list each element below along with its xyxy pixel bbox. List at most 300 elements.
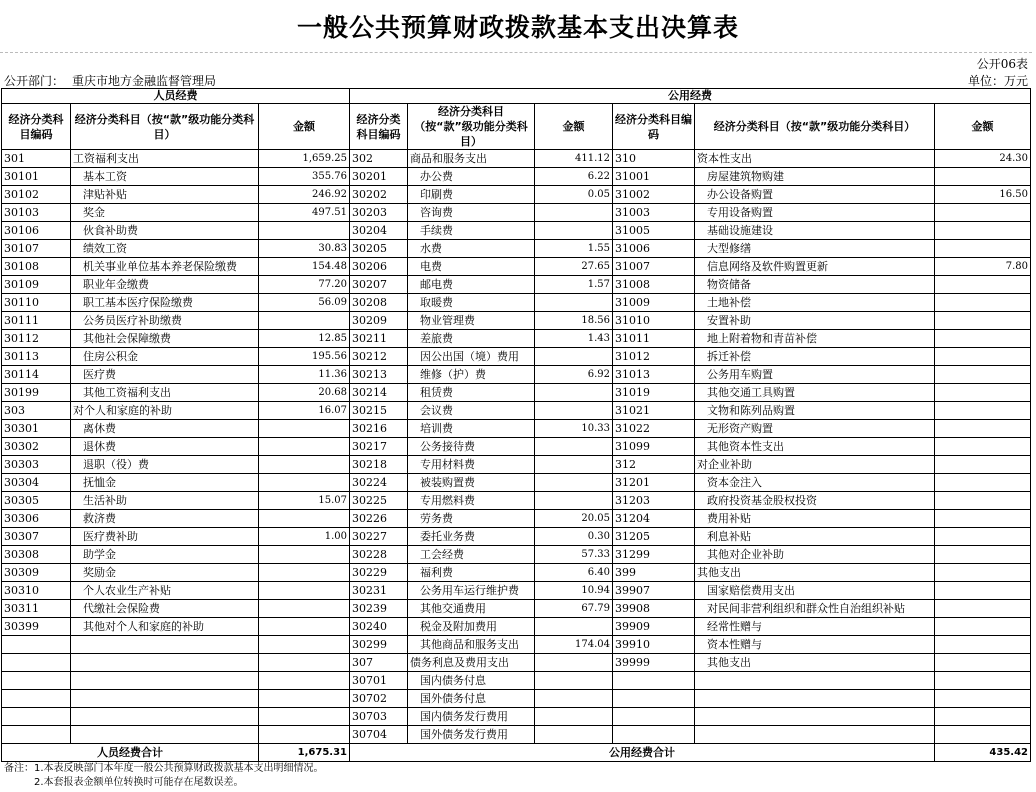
item-name-cell: 其他社会保障缴费 xyxy=(71,330,259,348)
amount-cell xyxy=(259,222,350,240)
item-name-cell: 退职（役）费 xyxy=(71,456,259,474)
table-row xyxy=(2,330,1031,348)
item-name-cell: 津贴补贴 xyxy=(71,186,259,204)
item-name-cell: 对个人和家庭的补助 xyxy=(71,402,259,420)
item-name-cell: 其他工资福利支出 xyxy=(71,384,259,402)
code-cell: 39909 xyxy=(613,618,695,636)
item-name-cell: 邮电费 xyxy=(408,276,535,294)
table-row xyxy=(2,402,1031,420)
table-row xyxy=(2,654,1031,672)
amount-cell: 1.43 xyxy=(535,330,613,348)
item-name-cell: 商品和服务支出 xyxy=(408,150,535,168)
code-cell: 30103 xyxy=(2,204,71,222)
table-row xyxy=(2,186,1031,204)
code-cell: 30213 xyxy=(350,366,408,384)
col-code-header: 经济分类科目编码 xyxy=(350,104,408,150)
amount-cell xyxy=(935,276,1031,294)
public-total-amount: 435.42 xyxy=(935,744,1031,762)
item-name-cell: 资本金注入 xyxy=(695,474,935,492)
code-cell: 31005 xyxy=(613,222,695,240)
item-name-cell: 住房公积金 xyxy=(71,348,259,366)
amount-cell: 24.30 xyxy=(935,150,1031,168)
item-name-cell: 国内债务发行费用 xyxy=(408,708,535,726)
code-cell: 39999 xyxy=(613,654,695,672)
item-name-cell: 专用燃料费 xyxy=(408,492,535,510)
code-cell: 30704 xyxy=(350,726,408,744)
table-row xyxy=(2,348,1031,366)
amount-cell: 6.40 xyxy=(535,564,613,582)
col-amount-header: 金额 xyxy=(535,104,613,150)
amount-cell xyxy=(935,708,1031,726)
amount-cell xyxy=(935,618,1031,636)
amount-cell xyxy=(259,474,350,492)
amount-cell xyxy=(935,600,1031,618)
amount-cell xyxy=(259,582,350,600)
amount-cell xyxy=(259,672,350,690)
amount-cell xyxy=(535,294,613,312)
personnel-total-label: 人员经费合计 xyxy=(2,744,259,762)
table-row xyxy=(2,420,1031,438)
code-cell: 31007 xyxy=(613,258,695,276)
item-name-cell: 对民间非营利组织和群众性自治组织补贴 xyxy=(695,600,935,618)
code-cell: 30216 xyxy=(350,420,408,438)
code-cell: 310 xyxy=(613,150,695,168)
code-cell: 31008 xyxy=(613,276,695,294)
item-name-cell: 水费 xyxy=(408,240,535,258)
code-cell: 31010 xyxy=(613,312,695,330)
table-row xyxy=(2,456,1031,474)
item-name-cell: 其他支出 xyxy=(695,564,935,582)
code-cell: 30229 xyxy=(350,564,408,582)
table-row xyxy=(2,672,1031,690)
code-cell: 30114 xyxy=(2,366,71,384)
code-cell: 30302 xyxy=(2,438,71,456)
unit-label: 单位：万元 xyxy=(967,74,1028,88)
code-cell xyxy=(613,672,695,690)
code-cell: 30239 xyxy=(350,600,408,618)
item-name-cell xyxy=(71,636,259,654)
amount-cell xyxy=(935,636,1031,654)
amount-cell: 16.50 xyxy=(935,186,1031,204)
table-row xyxy=(2,474,1031,492)
table-row xyxy=(2,240,1031,258)
item-name-cell: 救济费 xyxy=(71,510,259,528)
item-name-cell xyxy=(71,654,259,672)
item-name-cell: 专用材料费 xyxy=(408,456,535,474)
item-name-cell: 租赁费 xyxy=(408,384,535,402)
code-cell: 31011 xyxy=(613,330,695,348)
item-name-cell xyxy=(71,708,259,726)
code-cell: 30101 xyxy=(2,168,71,186)
amount-cell: 57.33 xyxy=(535,546,613,564)
amount-cell xyxy=(259,654,350,672)
amount-cell xyxy=(259,438,350,456)
item-name-cell xyxy=(71,726,259,744)
table-row xyxy=(2,708,1031,726)
item-name-cell: 差旅费 xyxy=(408,330,535,348)
code-cell: 31099 xyxy=(613,438,695,456)
table-row xyxy=(2,276,1031,294)
table-row xyxy=(2,690,1031,708)
amount-cell xyxy=(259,546,350,564)
item-name-cell: 文物和陈列品购置 xyxy=(695,402,935,420)
code-cell: 301 xyxy=(2,150,71,168)
table-row xyxy=(2,618,1031,636)
amount-cell xyxy=(535,402,613,420)
code-cell xyxy=(2,690,71,708)
amount-cell xyxy=(259,456,350,474)
item-name-cell: 信息网络及软件购置更新 xyxy=(695,258,935,276)
item-name-cell: 无形资产购置 xyxy=(695,420,935,438)
amount-cell: 20.68 xyxy=(259,384,350,402)
item-name-cell: 奖金 xyxy=(71,204,259,222)
amount-cell xyxy=(935,312,1031,330)
public-header: 公用经费 xyxy=(350,89,1031,104)
amount-cell: 411.12 xyxy=(535,150,613,168)
code-cell: 307 xyxy=(350,654,408,672)
code-cell: 30225 xyxy=(350,492,408,510)
item-name-cell: 抚恤金 xyxy=(71,474,259,492)
col-code-header: 经济分类科目编码 xyxy=(2,104,71,150)
note-line: 备注：1.本表反映部门本年度一般公共预算财政拨款基本支出明细情况。 xyxy=(4,763,324,774)
amount-cell xyxy=(935,294,1031,312)
amount-cell: 1,659.25 xyxy=(259,150,350,168)
code-cell xyxy=(2,672,71,690)
header-columns-row xyxy=(2,104,1031,150)
code-cell: 30109 xyxy=(2,276,71,294)
code-cell: 31003 xyxy=(613,204,695,222)
amount-cell: 20.05 xyxy=(535,510,613,528)
item-name-cell: 其他交通工具购置 xyxy=(695,384,935,402)
item-name-cell: 工资福利支出 xyxy=(71,150,259,168)
code-cell: 302 xyxy=(350,150,408,168)
amount-cell: 15.07 xyxy=(259,492,350,510)
table-row xyxy=(2,204,1031,222)
item-name-cell: 劳务费 xyxy=(408,510,535,528)
amount-cell xyxy=(535,438,613,456)
amount-cell: 30.83 xyxy=(259,240,350,258)
code-cell: 31299 xyxy=(613,546,695,564)
amount-cell: 6.92 xyxy=(535,366,613,384)
item-name-cell: 其他资本性支出 xyxy=(695,438,935,456)
item-name-cell: 福利费 xyxy=(408,564,535,582)
code-cell xyxy=(2,636,71,654)
amount-cell: 355.76 xyxy=(259,168,350,186)
code-cell: 30208 xyxy=(350,294,408,312)
code-cell: 30102 xyxy=(2,186,71,204)
code-cell: 30310 xyxy=(2,582,71,600)
code-cell: 30307 xyxy=(2,528,71,546)
item-name-cell: 资本性支出 xyxy=(695,150,935,168)
col-amount-header: 金额 xyxy=(935,104,1031,150)
item-name-cell: 生活补助 xyxy=(71,492,259,510)
code-cell: 31203 xyxy=(613,492,695,510)
item-name-cell: 基本工资 xyxy=(71,168,259,186)
code-cell: 30106 xyxy=(2,222,71,240)
code-cell: 30301 xyxy=(2,420,71,438)
amount-cell xyxy=(935,366,1031,384)
item-name-cell: 公务用车运行维护费 xyxy=(408,582,535,600)
amount-cell: 195.56 xyxy=(259,348,350,366)
amount-cell: 154.48 xyxy=(259,258,350,276)
amount-cell: 27.65 xyxy=(535,258,613,276)
code-cell: 30228 xyxy=(350,546,408,564)
item-name-cell: 国家赔偿费用支出 xyxy=(695,582,935,600)
personnel-header: 人员经费 xyxy=(2,89,350,104)
amount-cell xyxy=(535,492,613,510)
code-cell xyxy=(2,708,71,726)
code-cell: 30215 xyxy=(350,402,408,420)
amount-cell xyxy=(259,564,350,582)
code-cell: 30305 xyxy=(2,492,71,510)
amount-cell: 12.85 xyxy=(259,330,350,348)
code-cell: 30212 xyxy=(350,348,408,366)
item-name-cell: 国内债务付息 xyxy=(408,672,535,690)
amount-cell: 56.09 xyxy=(259,294,350,312)
item-name-cell xyxy=(695,708,935,726)
page-title: 一般公共预算财政拨款基本支出决算表 xyxy=(296,13,739,42)
item-name-cell: 对企业补助 xyxy=(695,456,935,474)
code-cell: 31019 xyxy=(613,384,695,402)
amount-cell xyxy=(535,654,613,672)
item-name-cell: 利息补贴 xyxy=(695,528,935,546)
item-name-cell: 安置补助 xyxy=(695,312,935,330)
amount-cell: 18.56 xyxy=(535,312,613,330)
amount-cell xyxy=(935,204,1031,222)
item-name-cell: 土地补偿 xyxy=(695,294,935,312)
code-cell: 30703 xyxy=(350,708,408,726)
code-cell: 30240 xyxy=(350,618,408,636)
table-row xyxy=(2,546,1031,564)
item-name-cell: 奖励金 xyxy=(71,564,259,582)
code-cell: 39907 xyxy=(613,582,695,600)
item-name-cell xyxy=(71,690,259,708)
code-cell: 30227 xyxy=(350,528,408,546)
amount-cell xyxy=(935,546,1031,564)
amount-cell xyxy=(535,204,613,222)
code-cell: 30701 xyxy=(350,672,408,690)
item-name-cell: 医疗费补助 xyxy=(71,528,259,546)
col-name-header: 经济分类科目（按“款”级功能分类科目） xyxy=(695,104,935,150)
item-name-cell: 委托业务费 xyxy=(408,528,535,546)
amount-cell: 1.55 xyxy=(535,240,613,258)
amount-cell xyxy=(935,690,1031,708)
item-name-cell: 取暖费 xyxy=(408,294,535,312)
table-row xyxy=(2,294,1031,312)
item-name-cell: 大型修缮 xyxy=(695,240,935,258)
amount-cell: 174.04 xyxy=(535,636,613,654)
amount-cell: 6.22 xyxy=(535,168,613,186)
code-cell: 30199 xyxy=(2,384,71,402)
amount-cell xyxy=(535,384,613,402)
item-name-cell: 房屋建筑物购建 xyxy=(695,168,935,186)
item-name-cell: 职业年金缴费 xyxy=(71,276,259,294)
amount-cell: 0.30 xyxy=(535,528,613,546)
code-cell: 31205 xyxy=(613,528,695,546)
item-name-cell: 办公费 xyxy=(408,168,535,186)
amount-cell xyxy=(535,348,613,366)
item-name-cell: 退休费 xyxy=(71,438,259,456)
amount-cell xyxy=(259,636,350,654)
code-cell: 30110 xyxy=(2,294,71,312)
table-row xyxy=(2,564,1031,582)
item-name-cell xyxy=(695,690,935,708)
table-row xyxy=(2,168,1031,186)
header-group-row xyxy=(2,89,1031,104)
item-name-cell: 被装购置费 xyxy=(408,474,535,492)
public-total-label: 公用经费合计 xyxy=(350,744,935,762)
item-name-cell: 绩效工资 xyxy=(71,240,259,258)
department-label: 公开部门： xyxy=(4,74,65,88)
amount-cell xyxy=(935,384,1031,402)
code-cell: 30202 xyxy=(350,186,408,204)
item-name-cell: 债务利息及费用支出 xyxy=(408,654,535,672)
item-name-cell: 助学金 xyxy=(71,546,259,564)
amount-cell xyxy=(259,510,350,528)
code-cell: 30108 xyxy=(2,258,71,276)
item-name-cell: 医疗费 xyxy=(71,366,259,384)
item-name-cell: 拆迁补偿 xyxy=(695,348,935,366)
code-cell xyxy=(613,726,695,744)
notes xyxy=(4,762,324,790)
amount-cell: 77.20 xyxy=(259,276,350,294)
amount-cell xyxy=(259,690,350,708)
table-row xyxy=(2,150,1031,168)
form-number: 公开06表 xyxy=(976,57,1028,71)
code-cell xyxy=(2,654,71,672)
table-row xyxy=(2,312,1031,330)
item-name-cell: 其他交通费用 xyxy=(408,600,535,618)
item-name-cell: 政府投资基金股权投资 xyxy=(695,492,935,510)
code-cell: 30204 xyxy=(350,222,408,240)
code-cell: 31013 xyxy=(613,366,695,384)
code-cell: 30209 xyxy=(350,312,408,330)
amount-cell xyxy=(935,672,1031,690)
code-cell: 30304 xyxy=(2,474,71,492)
item-name-cell: 国外债务发行费用 xyxy=(408,726,535,744)
table-row xyxy=(2,636,1031,654)
code-cell: 31009 xyxy=(613,294,695,312)
code-cell: 31022 xyxy=(613,420,695,438)
personnel-total-amount: 1,675.31 xyxy=(259,744,350,762)
code-cell: 30214 xyxy=(350,384,408,402)
code-cell: 30201 xyxy=(350,168,408,186)
amount-cell: 7.80 xyxy=(935,258,1031,276)
item-name-cell: 咨询费 xyxy=(408,204,535,222)
amount-cell: 11.36 xyxy=(259,366,350,384)
expenditure-table xyxy=(1,88,1031,762)
item-name-cell: 物业管理费 xyxy=(408,312,535,330)
code-cell: 303 xyxy=(2,402,71,420)
item-name-cell: 专用设备购置 xyxy=(695,204,935,222)
amount-cell xyxy=(535,222,613,240)
table-row xyxy=(2,600,1031,618)
item-name-cell: 基础设施建设 xyxy=(695,222,935,240)
table-row xyxy=(2,528,1031,546)
code-cell: 30113 xyxy=(2,348,71,366)
amount-cell xyxy=(935,438,1031,456)
amount-cell xyxy=(535,690,613,708)
amount-cell xyxy=(935,402,1031,420)
amount-cell: 1.57 xyxy=(535,276,613,294)
department-name: 重庆市地方金融监督管理局 xyxy=(72,74,217,88)
amount-cell xyxy=(935,582,1031,600)
totals-row xyxy=(2,744,1031,762)
table-row xyxy=(2,438,1031,456)
item-name-cell: 税金及附加费用 xyxy=(408,618,535,636)
code-cell: 30303 xyxy=(2,456,71,474)
code-cell: 31021 xyxy=(613,402,695,420)
amount-cell xyxy=(259,312,350,330)
amount-cell xyxy=(935,168,1031,186)
amount-cell xyxy=(935,492,1031,510)
item-name-cell: 国外债务付息 xyxy=(408,690,535,708)
code-cell: 39908 xyxy=(613,600,695,618)
amount-cell xyxy=(259,708,350,726)
amount-cell: 1.00 xyxy=(259,528,350,546)
code-cell: 30224 xyxy=(350,474,408,492)
amount-cell xyxy=(535,672,613,690)
note-line: 2.本套报表金额单位转换时可能存在尾数误差。 xyxy=(34,777,244,788)
item-name-cell: 办公设备购置 xyxy=(695,186,935,204)
amount-cell xyxy=(935,510,1031,528)
item-name-cell: 培训费 xyxy=(408,420,535,438)
code-cell: 39910 xyxy=(613,636,695,654)
table-row xyxy=(2,510,1031,528)
code-cell: 30231 xyxy=(350,582,408,600)
code-cell: 31012 xyxy=(613,348,695,366)
code-cell: 30306 xyxy=(2,510,71,528)
code-cell: 30203 xyxy=(350,204,408,222)
item-name-cell: 机关事业单位基本养老保险缴费 xyxy=(71,258,259,276)
table-row xyxy=(2,384,1031,402)
col-name-header: 经济分类科目（按“款”级功能分类科目） xyxy=(71,104,259,150)
amount-cell xyxy=(935,726,1031,744)
code-cell: 30299 xyxy=(350,636,408,654)
amount-cell xyxy=(259,420,350,438)
item-name-cell: 印刷费 xyxy=(408,186,535,204)
table-row xyxy=(2,366,1031,384)
amount-cell: 497.51 xyxy=(259,204,350,222)
code-cell: 30217 xyxy=(350,438,408,456)
item-name-cell: 代缴社会保险费 xyxy=(71,600,259,618)
amount-cell: 67.79 xyxy=(535,600,613,618)
item-name-cell: 其他支出 xyxy=(695,654,935,672)
amount-cell: 16.07 xyxy=(259,402,350,420)
table-row xyxy=(2,258,1031,276)
code-cell: 30206 xyxy=(350,258,408,276)
amount-cell xyxy=(259,618,350,636)
code-cell: 30311 xyxy=(2,600,71,618)
code-cell: 30111 xyxy=(2,312,71,330)
code-cell: 30308 xyxy=(2,546,71,564)
code-cell: 30112 xyxy=(2,330,71,348)
col-code-header: 经济分类科目编码 xyxy=(613,104,695,150)
table-row xyxy=(2,222,1031,240)
code-cell xyxy=(2,726,71,744)
item-name-cell: 公务员医疗补助缴费 xyxy=(71,312,259,330)
code-cell xyxy=(613,690,695,708)
item-name-cell: 公务用车购置 xyxy=(695,366,935,384)
amount-cell xyxy=(935,240,1031,258)
item-name-cell: 伙食补助费 xyxy=(71,222,259,240)
item-name-cell: 维修（护）费 xyxy=(408,366,535,384)
amount-cell xyxy=(535,726,613,744)
code-cell: 30205 xyxy=(350,240,408,258)
table-row xyxy=(2,726,1031,744)
code-cell: 30207 xyxy=(350,276,408,294)
amount-cell: 10.33 xyxy=(535,420,613,438)
